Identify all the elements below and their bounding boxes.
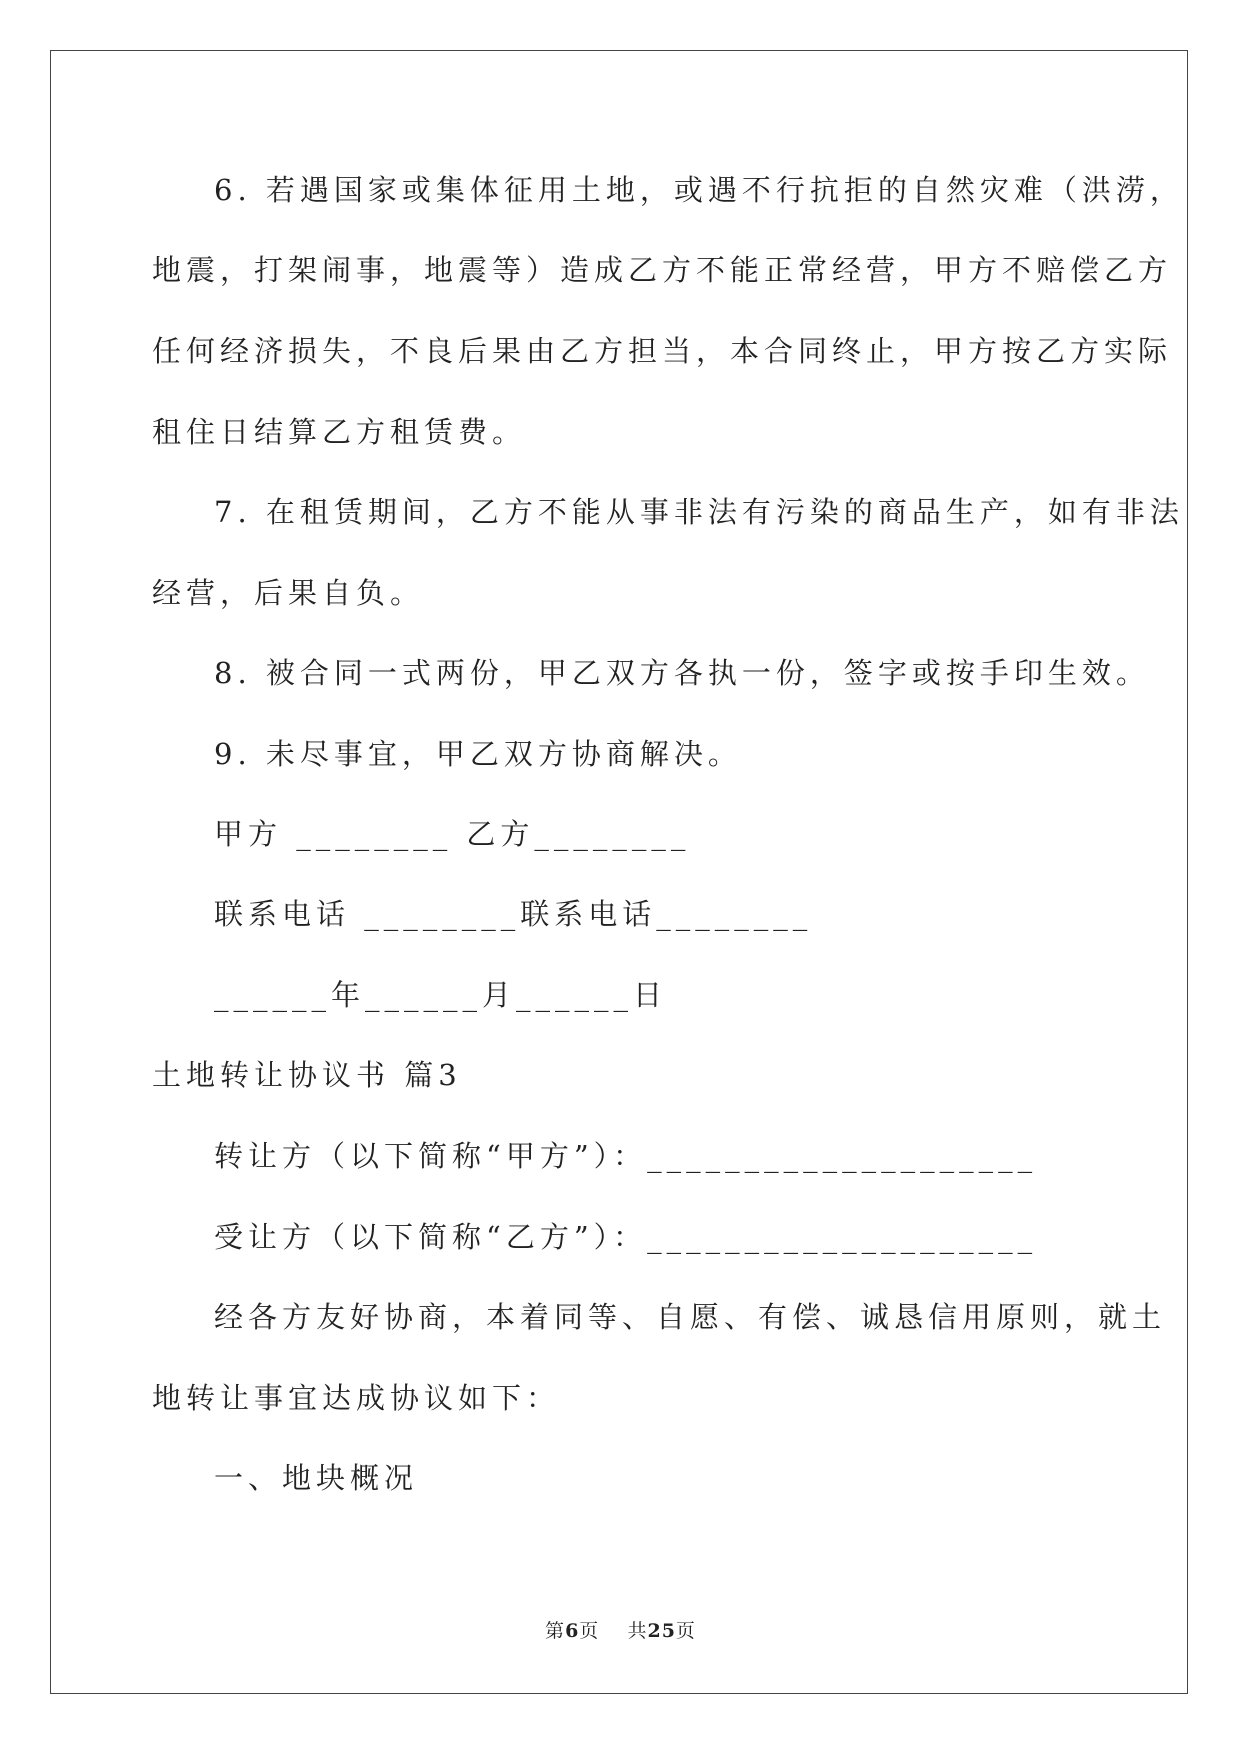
- section-title: 土地转让协议书 篇3: [152, 1058, 462, 1092]
- page-border: [50, 50, 1188, 1694]
- party-signature-line: 甲方 ________ 乙方________: [214, 817, 691, 851]
- transferee-line: 受让方（以下简称“乙方”）：____________________: [214, 1220, 1038, 1254]
- preamble-line-2: 地转让事宜达成协议如下：: [152, 1381, 561, 1415]
- date-line: ______年______月______日: [214, 978, 668, 1012]
- clause-9: 9. 未尽事宜，甲乙双方协商解决。: [214, 737, 742, 771]
- page-footer: [0, 1622, 1241, 1641]
- contact-phone-line: 联系电话 ________联系电话________: [214, 897, 813, 931]
- footer-middle: 页 共: [579, 1620, 648, 1642]
- clause-7-line-1: 7. 在租赁期间，乙方不能从事非法有污染的商品生产，如有非法: [214, 495, 1184, 529]
- clause-8: 8. 被合同一式两份，甲乙双方各执一份，签字或按手印生效。: [214, 656, 1150, 690]
- clause-6-line-3: 任何经济损失，不良后果由乙方担当，本合同终止，甲方按乙方实际: [152, 334, 1173, 368]
- transferor-line: 转让方（以下简称“甲方”）：____________________: [214, 1139, 1038, 1173]
- clause-6-line-2: 地震，打架闹事，地震等）造成乙方不能正常经营，甲方不赔偿乙方: [152, 253, 1173, 287]
- footer-total-pages: 25: [647, 1620, 676, 1642]
- footer-prefix: 第: [545, 1620, 566, 1642]
- clause-6-line-4: 租住日结算乙方租赁费。: [152, 415, 527, 449]
- heading-plot-overview: 一、地块概况: [214, 1461, 419, 1495]
- clause-7-line-2: 经营，后果自负。: [152, 576, 425, 610]
- footer-suffix: 页: [675, 1620, 696, 1642]
- footer-page-number: 6: [565, 1620, 580, 1642]
- clause-6-line-1: 6. 若遇国家或集体征用土地，或遇不行抗拒的自然灾难（洪涝，: [214, 173, 1184, 207]
- preamble-line-1: 经各方友好协商，本着同等、自愿、有偿、诚恳信用原则，就土: [214, 1300, 1167, 1334]
